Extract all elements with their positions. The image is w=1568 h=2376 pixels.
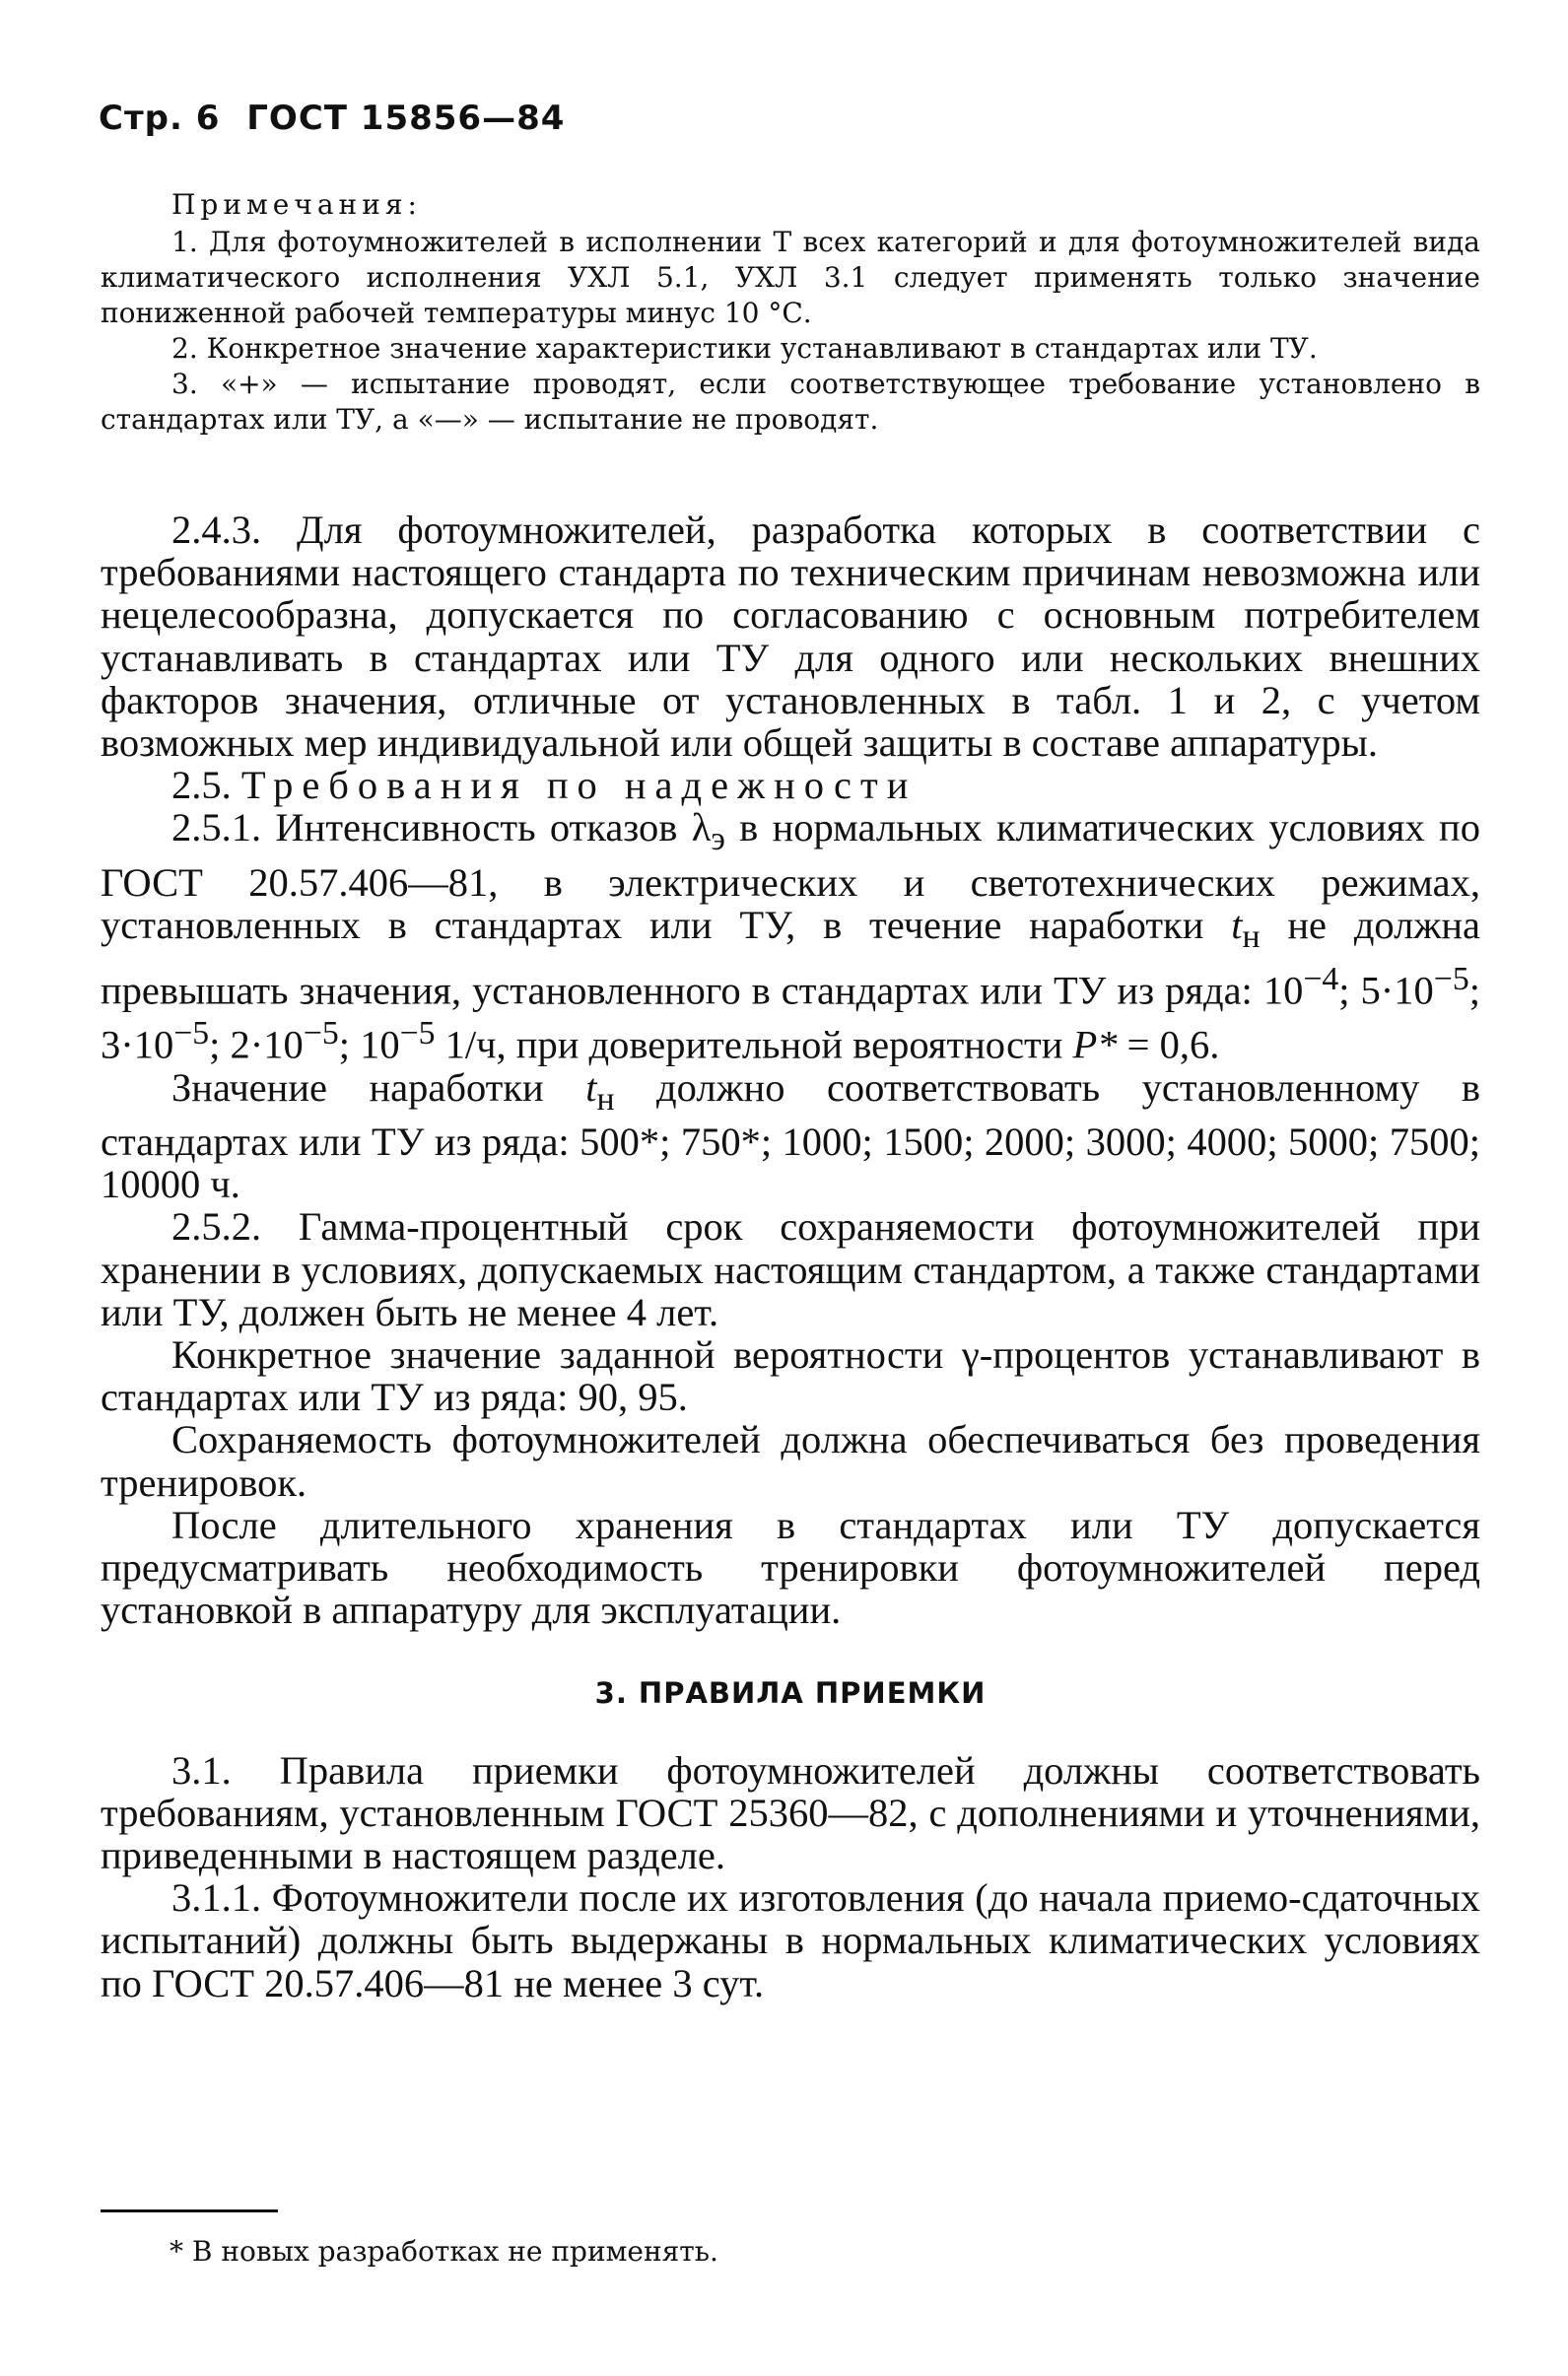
superscript: −5 bbox=[303, 1014, 339, 1052]
footnote: * В новых разработках не применять. bbox=[170, 2235, 718, 2268]
text-run: должно соответствовать установленному в стандартах или ТУ из ряда: 500*; 750*; 1000; 1500; 2000; 3000; 4000; 5000; 7500; 10000 ч. bbox=[101, 1064, 1481, 1207]
paragraph-after-storage: После длительного хранения в стандартах или ТУ допускается предусматривать необходимость тренировки фотоумножителей перед установкой в аппаратуру для эксплуатации. bbox=[101, 1502, 1480, 1633]
symbol-p: P* bbox=[1072, 1022, 1118, 1067]
text-run: ; 5·10 bbox=[1338, 968, 1434, 1013]
paragraph-2-4-3: 2.4.3. Для фотоумножителей, разработка которых в соответствии с требованиями настоящего стандарта по техническим причинам невозможна или нецелесообразна, допускается по согласованию с основным потребителем устанавливать в стандартах или ТУ для одного или нескольких внешних факторов значения, отличные от установленных в табл. 1 и 2, с учетом возможных мер индивидуальной или общей защиты в составе аппаратуры. bbox=[101, 508, 1480, 766]
superscript: −4 bbox=[1303, 961, 1339, 998]
text-run: в нормальных климатических условиях по ГОСТ 20.57.406—81, в электрических и светотехнических режимах, установленных в стандартах или ТУ, в течение наработки bbox=[101, 805, 1480, 947]
note-item: 1. Для фотоумножителей в исполнении Т всех категорий и для фотоумножителей вида климатического исполнения УХЛ 5.1, УХЛ 3.1 следует применять только значение пониженной рабочей температуры минус 10 °С. bbox=[101, 226, 1480, 329]
text-run: ; 10 bbox=[338, 1022, 400, 1067]
heading-2-5-title: Требования по надежности bbox=[240, 763, 918, 808]
page-header bbox=[99, 99, 579, 138]
symbol-t: t bbox=[1231, 902, 1243, 947]
section-3-heading: 3. ПРАВИЛА ПРИЕМКИ bbox=[594, 1676, 987, 1711]
body-text bbox=[101, 509, 1480, 2004]
standard-number: ГОСТ 15856—84 bbox=[246, 99, 566, 138]
text-run: не должна превышать значения, установленного в стандартах или ТУ из ряда: 10 bbox=[101, 902, 1480, 1013]
notes-title: Примечания: bbox=[171, 188, 422, 221]
note-item: 3. «+» — испытание проводят, если соответствующее требование установлено в стандартах или ТУ, а «—» — испытание не проводят. bbox=[101, 368, 1480, 436]
note-item: 2. Конкретное значение характеристики устанавливают в стандартах или ТУ. bbox=[171, 332, 1318, 365]
text-run: ; 3·10 bbox=[101, 968, 1480, 1067]
text-run: 1/ч, при доверительной вероятности bbox=[435, 1022, 1073, 1067]
paragraph-storage: Сохраняемость фотоумножителей должна обеспечиваться без проведения тренировок. bbox=[101, 1417, 1480, 1505]
subscript: н bbox=[596, 1080, 615, 1118]
superscript: −5 bbox=[1433, 961, 1469, 998]
paragraph-2-5-1 bbox=[101, 806, 1480, 1065]
subscript: н bbox=[1242, 918, 1261, 956]
superscript: −5 bbox=[399, 1014, 436, 1052]
superscript: −5 bbox=[173, 1014, 210, 1052]
heading-2-5 bbox=[101, 764, 1480, 806]
paragraph-2-5-2: 2.5.2. Гамма-процентный срок сохраняемости фотоумножителей при хранении в условиях, допускаемых настоящим стандартом, а также стандартами или ТУ, должен быть не менее 4 лет. bbox=[101, 1204, 1480, 1334]
text-run: 2.5.1. Интенсивность отказов λ bbox=[171, 805, 712, 850]
paragraph-gamma: Конкретное значение заданной вероятности γ-процентов устанавливают в стандартах или ТУ из ряда: 90, 95. bbox=[101, 1331, 1480, 1420]
heading-2-5-number: 2.5. bbox=[171, 763, 232, 808]
notes-block bbox=[101, 187, 1480, 438]
text-run: Значение наработки bbox=[171, 1064, 586, 1110]
page-number: Стр. 6 bbox=[99, 99, 221, 138]
text-run: = 0,6. bbox=[1117, 1022, 1220, 1067]
footnote-rule bbox=[101, 2209, 278, 2212]
paragraph-3-1-1: 3.1.1. Фотоумножители после их изготовления (до начала приемо-сдаточных испытаний) должны быть выдержаны в нормальных климатических условиях по ГОСТ 20.57.406—81 не менее 3 сут. bbox=[101, 1875, 1480, 2005]
paragraph-3-1: 3.1. Правила приемки фотоумножителей должны соответствовать требованиям, установленным ГОСТ 25360—82, с дополнениями и уточнениями, приведенными в настоящем разделе. bbox=[101, 1747, 1480, 1877]
text-run: ; 2·10 bbox=[209, 1022, 304, 1067]
paragraph-runtime bbox=[101, 1066, 1480, 1206]
subscript: э bbox=[711, 821, 725, 858]
symbol-t: t bbox=[585, 1064, 597, 1110]
